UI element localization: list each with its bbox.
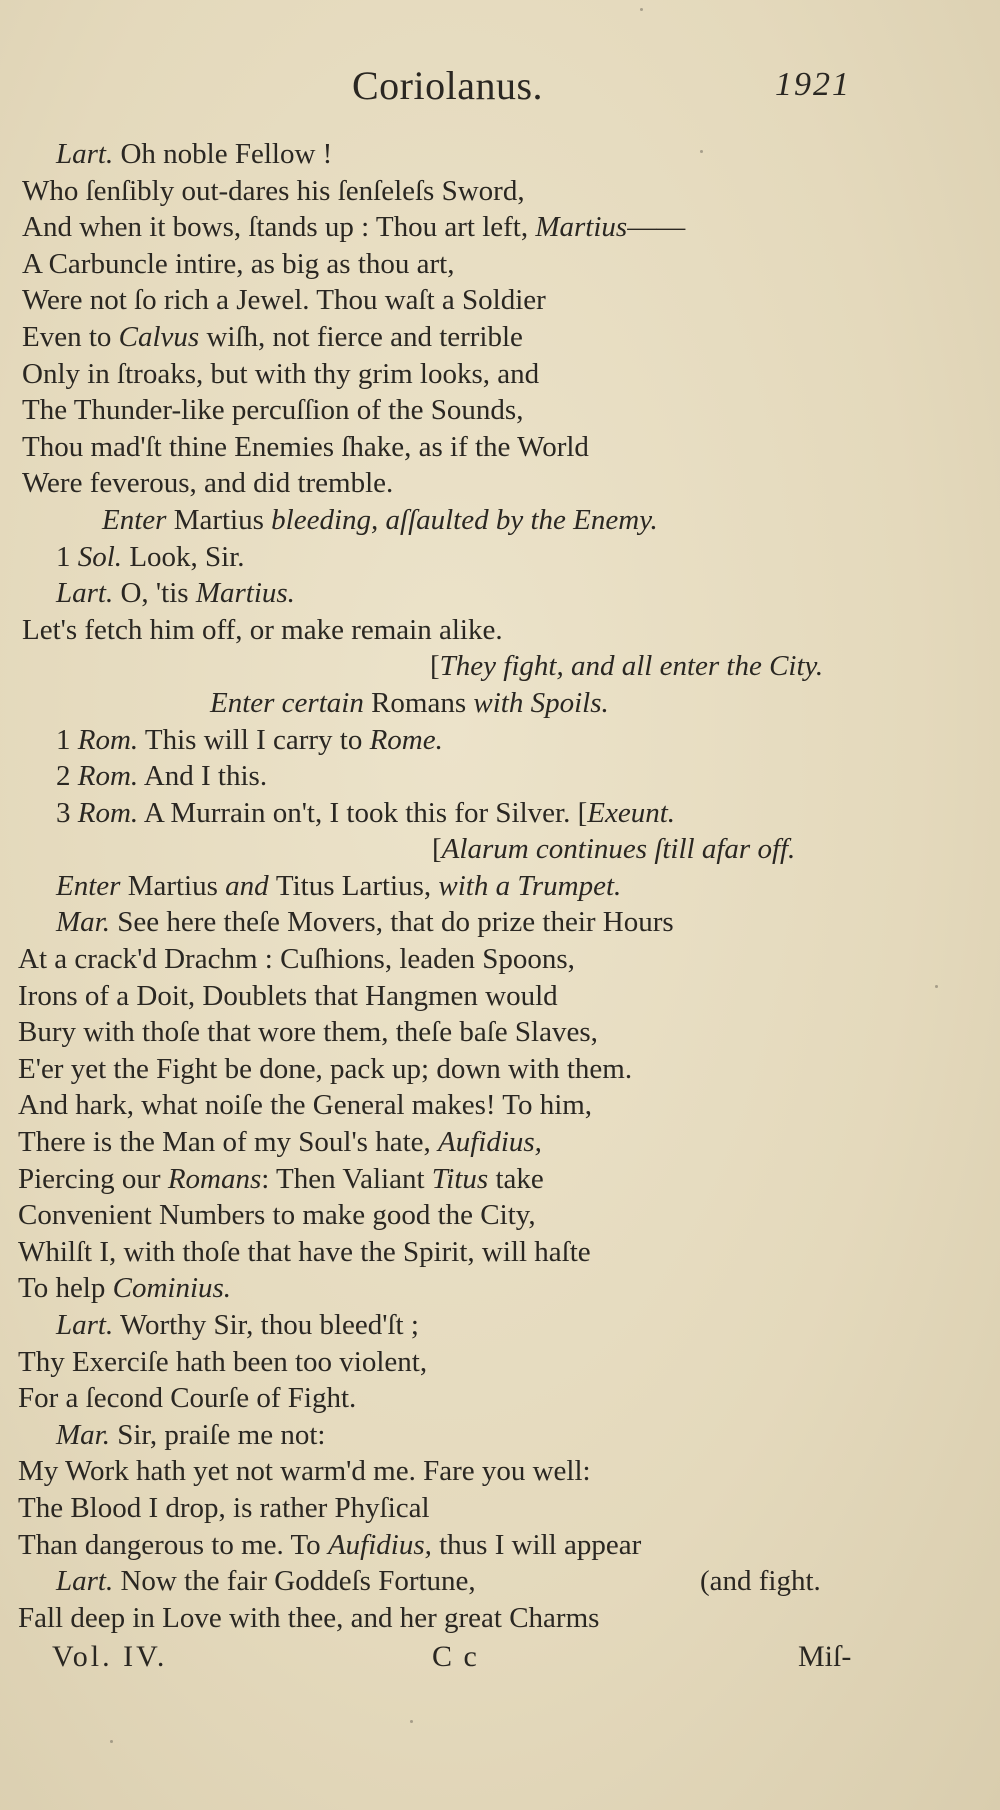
text-line [0, 1490, 1000, 1527]
italic-text: Aufidius, [327, 1528, 432, 1561]
text-line [0, 429, 1000, 466]
roman-text: Thou mad'ſt thine Enemies ſhake, as if the World [22, 430, 589, 463]
roman-text: Romans [371, 686, 474, 719]
italic-text: Alarum continues ſtill afar off. [441, 833, 796, 866]
italic-text: Rom. [77, 723, 139, 756]
roman-text: Irons of a Doit, Doublets that Hangmen would [18, 979, 558, 1012]
roman-text: And I this. [138, 760, 268, 793]
roman-text: And hark, what noiſe the General makes! To him, [18, 1089, 593, 1122]
roman-text: Martius [127, 869, 226, 902]
roman-text: Titus Lartius, [275, 869, 439, 902]
roman-text: take [488, 1162, 544, 1195]
roman-text: To help [18, 1272, 113, 1305]
italic-text: Mar. [56, 906, 110, 939]
turnover-text: (and fight. [700, 1565, 821, 1598]
roman-text: This will I carry to [138, 723, 370, 756]
italic-text: Lart. [56, 1565, 114, 1598]
roman-text: 1 [56, 723, 78, 756]
paper-speck [410, 1720, 413, 1723]
text-line [0, 612, 1000, 649]
italic-text: with a Trumpet. [438, 869, 622, 902]
italic-text: Exeunt. [587, 796, 675, 829]
roman-text: Thy Exerciſe hath been too violent, [18, 1345, 428, 1378]
paper-speck [935, 985, 938, 988]
roman-text: Even to [22, 320, 119, 353]
text-line [0, 1600, 1000, 1637]
page-header [0, 62, 1000, 112]
paper-speck [110, 1740, 113, 1743]
text-line [0, 1344, 1000, 1381]
text-line [0, 1014, 1000, 1051]
text-line [0, 1417, 1000, 1454]
italic-text: Martius [535, 211, 628, 244]
italic-text: Aufidius, [438, 1126, 542, 1159]
text-line [0, 941, 1000, 978]
paper-speck [640, 8, 643, 11]
text-line [0, 795, 1000, 832]
roman-text: Martius [173, 503, 272, 536]
text-line [0, 173, 1000, 210]
italic-text: They fight, and all enter the City. [439, 650, 824, 683]
roman-text: The Thunder-like percuſſion of the Sounds, [22, 394, 524, 427]
roman-text: Than dangerous to me. To [18, 1528, 328, 1561]
roman-text: thus I will appear [431, 1528, 642, 1561]
text-line [0, 465, 1000, 502]
roman-text: A Carbuncle intire, as big as thou art, [22, 247, 455, 280]
text-line [0, 978, 1000, 1015]
text-line [0, 1161, 1000, 1198]
roman-text: Fall deep in Love with thee, and her great Charms [18, 1601, 600, 1634]
signature-mark: C c [432, 1640, 479, 1673]
text-line [0, 1453, 1000, 1490]
text-line [0, 1380, 1000, 1417]
roman-text: 1 [56, 540, 78, 573]
italic-text: Lart. [56, 1309, 114, 1341]
text-line [0, 831, 1000, 868]
italic-text: bleeding, aſſaulted by the Enemy. [271, 503, 658, 536]
italic-text: and [225, 869, 276, 902]
roman-text: [ [430, 650, 440, 683]
roman-text: Bury with thoſe that wore them, theſe baſe Slaves, [18, 1016, 598, 1049]
roman-text: A Murrain on't, I took this for Silver. [ [138, 796, 588, 829]
volume-label: Vol. IV. [52, 1640, 168, 1673]
italic-text: Rom. [77, 796, 139, 829]
roman-text: The Blood I drop, is rather Phyſical [18, 1491, 430, 1524]
roman-text: Convenient Numbers to make good the City, [18, 1199, 536, 1232]
roman-text: Were not ſo rich a Jewel. Thou waſt a Soldier [22, 284, 546, 317]
roman-text: See here theſe Movers, that do prize their Hours [109, 906, 674, 939]
italic-text: Sol. [77, 540, 123, 573]
roman-text: O, 'tis [113, 577, 196, 610]
roman-text: My Work hath yet not warm'd me. Fare you well: [18, 1455, 591, 1488]
text-line [0, 575, 1000, 612]
roman-text: : Then Valiant [261, 1162, 432, 1195]
text-line [0, 1270, 1000, 1307]
text-line [0, 539, 1000, 576]
text-line [0, 1527, 1000, 1564]
roman-text: There is the Man of my Soul's hate, [18, 1126, 439, 1159]
roman-text: Oh noble Fellow ! [113, 138, 333, 170]
roman-text: E'er yet the Fight be done, pack up; down with them. [18, 1052, 633, 1085]
italic-text: Rom. [77, 760, 139, 793]
paper-speck [700, 150, 703, 153]
text-line [0, 1197, 1000, 1234]
text-line [0, 502, 1000, 539]
text-line [0, 209, 1000, 246]
text-line [0, 282, 1000, 319]
roman-text: Whilſt I, with thoſe that have the Spirit, will haſte [18, 1235, 591, 1268]
text-line [0, 356, 1000, 393]
italic-text: Enter [102, 503, 174, 536]
italic-text: Rome. [369, 723, 443, 756]
roman-text: At a crack'd Drachm : Cuſhions, leaden Spoons, [18, 943, 575, 976]
roman-text: Let's fetch him off, or make remain alike. [22, 613, 503, 646]
text-line [0, 685, 1000, 722]
roman-text: Now the fair Goddeſs Fortune, [113, 1565, 476, 1598]
roman-text: Only in ſtroaks, but with thy grim looks, and [22, 357, 540, 390]
roman-text: For a ſecond Courſe of Fight. [18, 1382, 357, 1415]
catchword: Miſ- [798, 1640, 852, 1673]
italic-text: Romans [167, 1162, 262, 1195]
italic-text: Enter [56, 869, 128, 902]
italic-text: Cominius. [112, 1272, 232, 1305]
italic-text: Titus [431, 1162, 489, 1195]
text-line [0, 904, 1000, 941]
text-line [0, 1234, 1000, 1271]
play-text [0, 136, 1000, 1636]
text-line [0, 722, 1000, 759]
text-line [0, 758, 1000, 795]
italic-text: Calvus [118, 320, 200, 353]
text-line [0, 648, 1000, 685]
roman-text: Who ſenſibly out-dares his ſenſeleſs Sword, [22, 174, 525, 207]
roman-text: 2 [56, 760, 78, 793]
text-line [0, 1563, 1000, 1600]
text-line [0, 1307, 1000, 1344]
text-line [0, 392, 1000, 429]
roman-text: Were feverous, and did tremble. [22, 467, 394, 500]
roman-text: Sir, praiſe me not: [109, 1418, 326, 1451]
text-line [0, 246, 1000, 283]
text-line [0, 136, 1000, 173]
italic-text: Mar. [56, 1418, 110, 1451]
roman-text: Worthy Sir, thou bleed'ſt ; [113, 1309, 419, 1341]
roman-text: Look, Sir. [122, 540, 245, 573]
text-line [0, 868, 1000, 905]
text-line [0, 1124, 1000, 1161]
roman-text: Piercing our [18, 1162, 168, 1195]
text-line [0, 1051, 1000, 1088]
text-line [0, 319, 1000, 356]
page-footer [0, 1640, 1000, 1680]
running-title: Coriolanus. [352, 63, 544, 108]
page-number: 1921 [775, 66, 851, 103]
roman-text: 3 [56, 796, 78, 829]
text-line [0, 1087, 1000, 1124]
roman-text: wiſh, not fierce and terrible [199, 320, 523, 353]
roman-text: And when it bows, ſtands up : Thou art left, [22, 211, 536, 244]
italic-text: Lart. [56, 577, 114, 610]
roman-text: [ [432, 833, 442, 866]
roman-text: —— [627, 211, 686, 244]
italic-text: Lart. [56, 138, 114, 170]
italic-text: with Spoils. [473, 686, 609, 719]
italic-text: Enter certain [210, 686, 372, 719]
italic-text: Martius. [195, 577, 295, 610]
